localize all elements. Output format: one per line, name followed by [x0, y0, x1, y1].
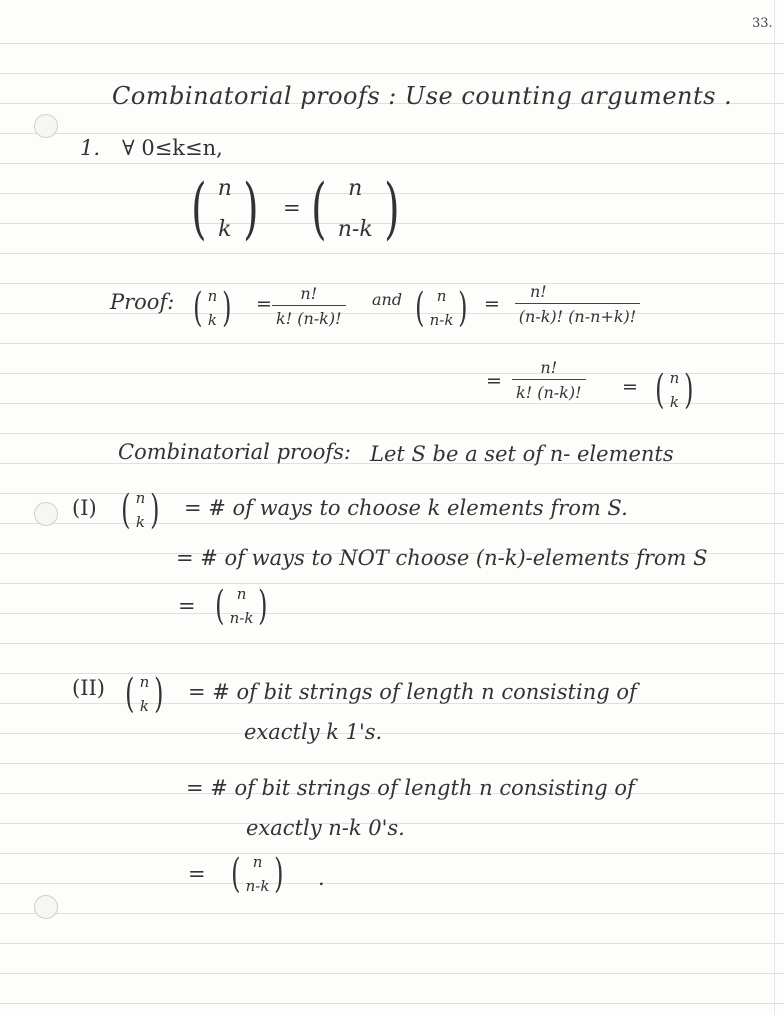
identity-rhs-binomial: ( n n-k ) [311, 170, 400, 247]
proof-fraction-3 [512, 358, 586, 402]
combinatorial-heading: Combinatorial proofs: [118, 440, 351, 464]
item-condition: ∀ 0≤k≤n, [122, 136, 223, 160]
proof-equals-3: = [486, 370, 502, 392]
part1-line3-equals: = [178, 594, 196, 618]
part2-end-period: . [318, 866, 325, 890]
fraction-denominator: k! (n-k)! [512, 379, 586, 402]
binom-top: n [669, 369, 680, 387]
fraction-denominator: (n-k)! (n-n+k)! [515, 303, 640, 326]
binom-top: n [236, 585, 247, 603]
binom-top: n [207, 287, 218, 305]
binom-bottom: k [135, 513, 145, 531]
part2-line2: = # of bit strings of length n consisting of [186, 776, 635, 800]
binom-top: n [252, 853, 263, 871]
item-number: 1. [80, 136, 101, 160]
binom-top: n [436, 287, 447, 305]
part2-binomial: ( n k ) [125, 671, 164, 717]
proof-equals-4: = [622, 376, 638, 398]
part2-result-binomial: ( n n-k ) [231, 851, 284, 897]
proof-binomial-n-k: ( n k ) [193, 285, 232, 331]
page-number: 33. [752, 16, 773, 31]
part2-line1-continued: exactly k 1's. [244, 720, 383, 744]
binom-bottom: k [218, 217, 232, 242]
identity-lhs-binomial: ( n k ) [191, 170, 259, 247]
binom-top: n [348, 176, 363, 201]
fraction-numerator: n! [540, 358, 558, 377]
proof-and: and [372, 290, 403, 309]
binder-hole-middle [34, 502, 58, 526]
binom-bottom: n-k [337, 217, 373, 242]
binom-bottom: n-k [245, 877, 270, 895]
binom-bottom: n-k [229, 609, 254, 627]
binom-top: n [217, 176, 232, 201]
proof-equals-2: = [484, 293, 500, 315]
proof-result-binomial: ( n k ) [655, 367, 694, 413]
binom-bottom: k [207, 311, 217, 329]
binder-hole-top [34, 114, 58, 138]
fraction-denominator: k! (n-k)! [272, 305, 346, 328]
fraction-numerator: n! [300, 284, 318, 303]
identity-equals: = [283, 196, 301, 220]
binom-bottom: n-k [429, 311, 454, 329]
part1-line2: = # of ways to NOT choose (n-k)-elements from S [176, 546, 708, 570]
fraction-numerator: n! [530, 282, 547, 301]
part1-binomial: ( n k ) [121, 487, 160, 533]
part2-line2-continued: exactly n-k 0's. [246, 816, 405, 840]
binder-hole-bottom [34, 895, 58, 919]
combinatorial-setup: Let S be a set of n- elements [370, 442, 674, 466]
part1-label: (I) [72, 496, 97, 520]
binom-top: n [135, 489, 146, 507]
part1-result-binomial: ( n n-k ) [215, 583, 268, 629]
proof-fraction-1 [272, 284, 346, 328]
binom-bottom: k [669, 393, 679, 411]
part2-label: (II) [72, 676, 105, 700]
proof-fraction-2 [500, 282, 655, 326]
proof-label: Proof: [110, 290, 175, 314]
part2-line3-equals: = [188, 862, 206, 886]
part2-line1: = # of bit strings of length n consisting of [188, 680, 637, 704]
page-title: Combinatorial proofs : Use counting arguments . [112, 82, 733, 110]
proof-binomial-n-nk: ( n n-k ) [415, 285, 468, 331]
proof-equals-1: = [256, 293, 272, 315]
binom-bottom: k [139, 697, 149, 715]
binom-top: n [139, 673, 150, 691]
part1-line1: = # of ways to choose k elements from S. [184, 496, 628, 520]
